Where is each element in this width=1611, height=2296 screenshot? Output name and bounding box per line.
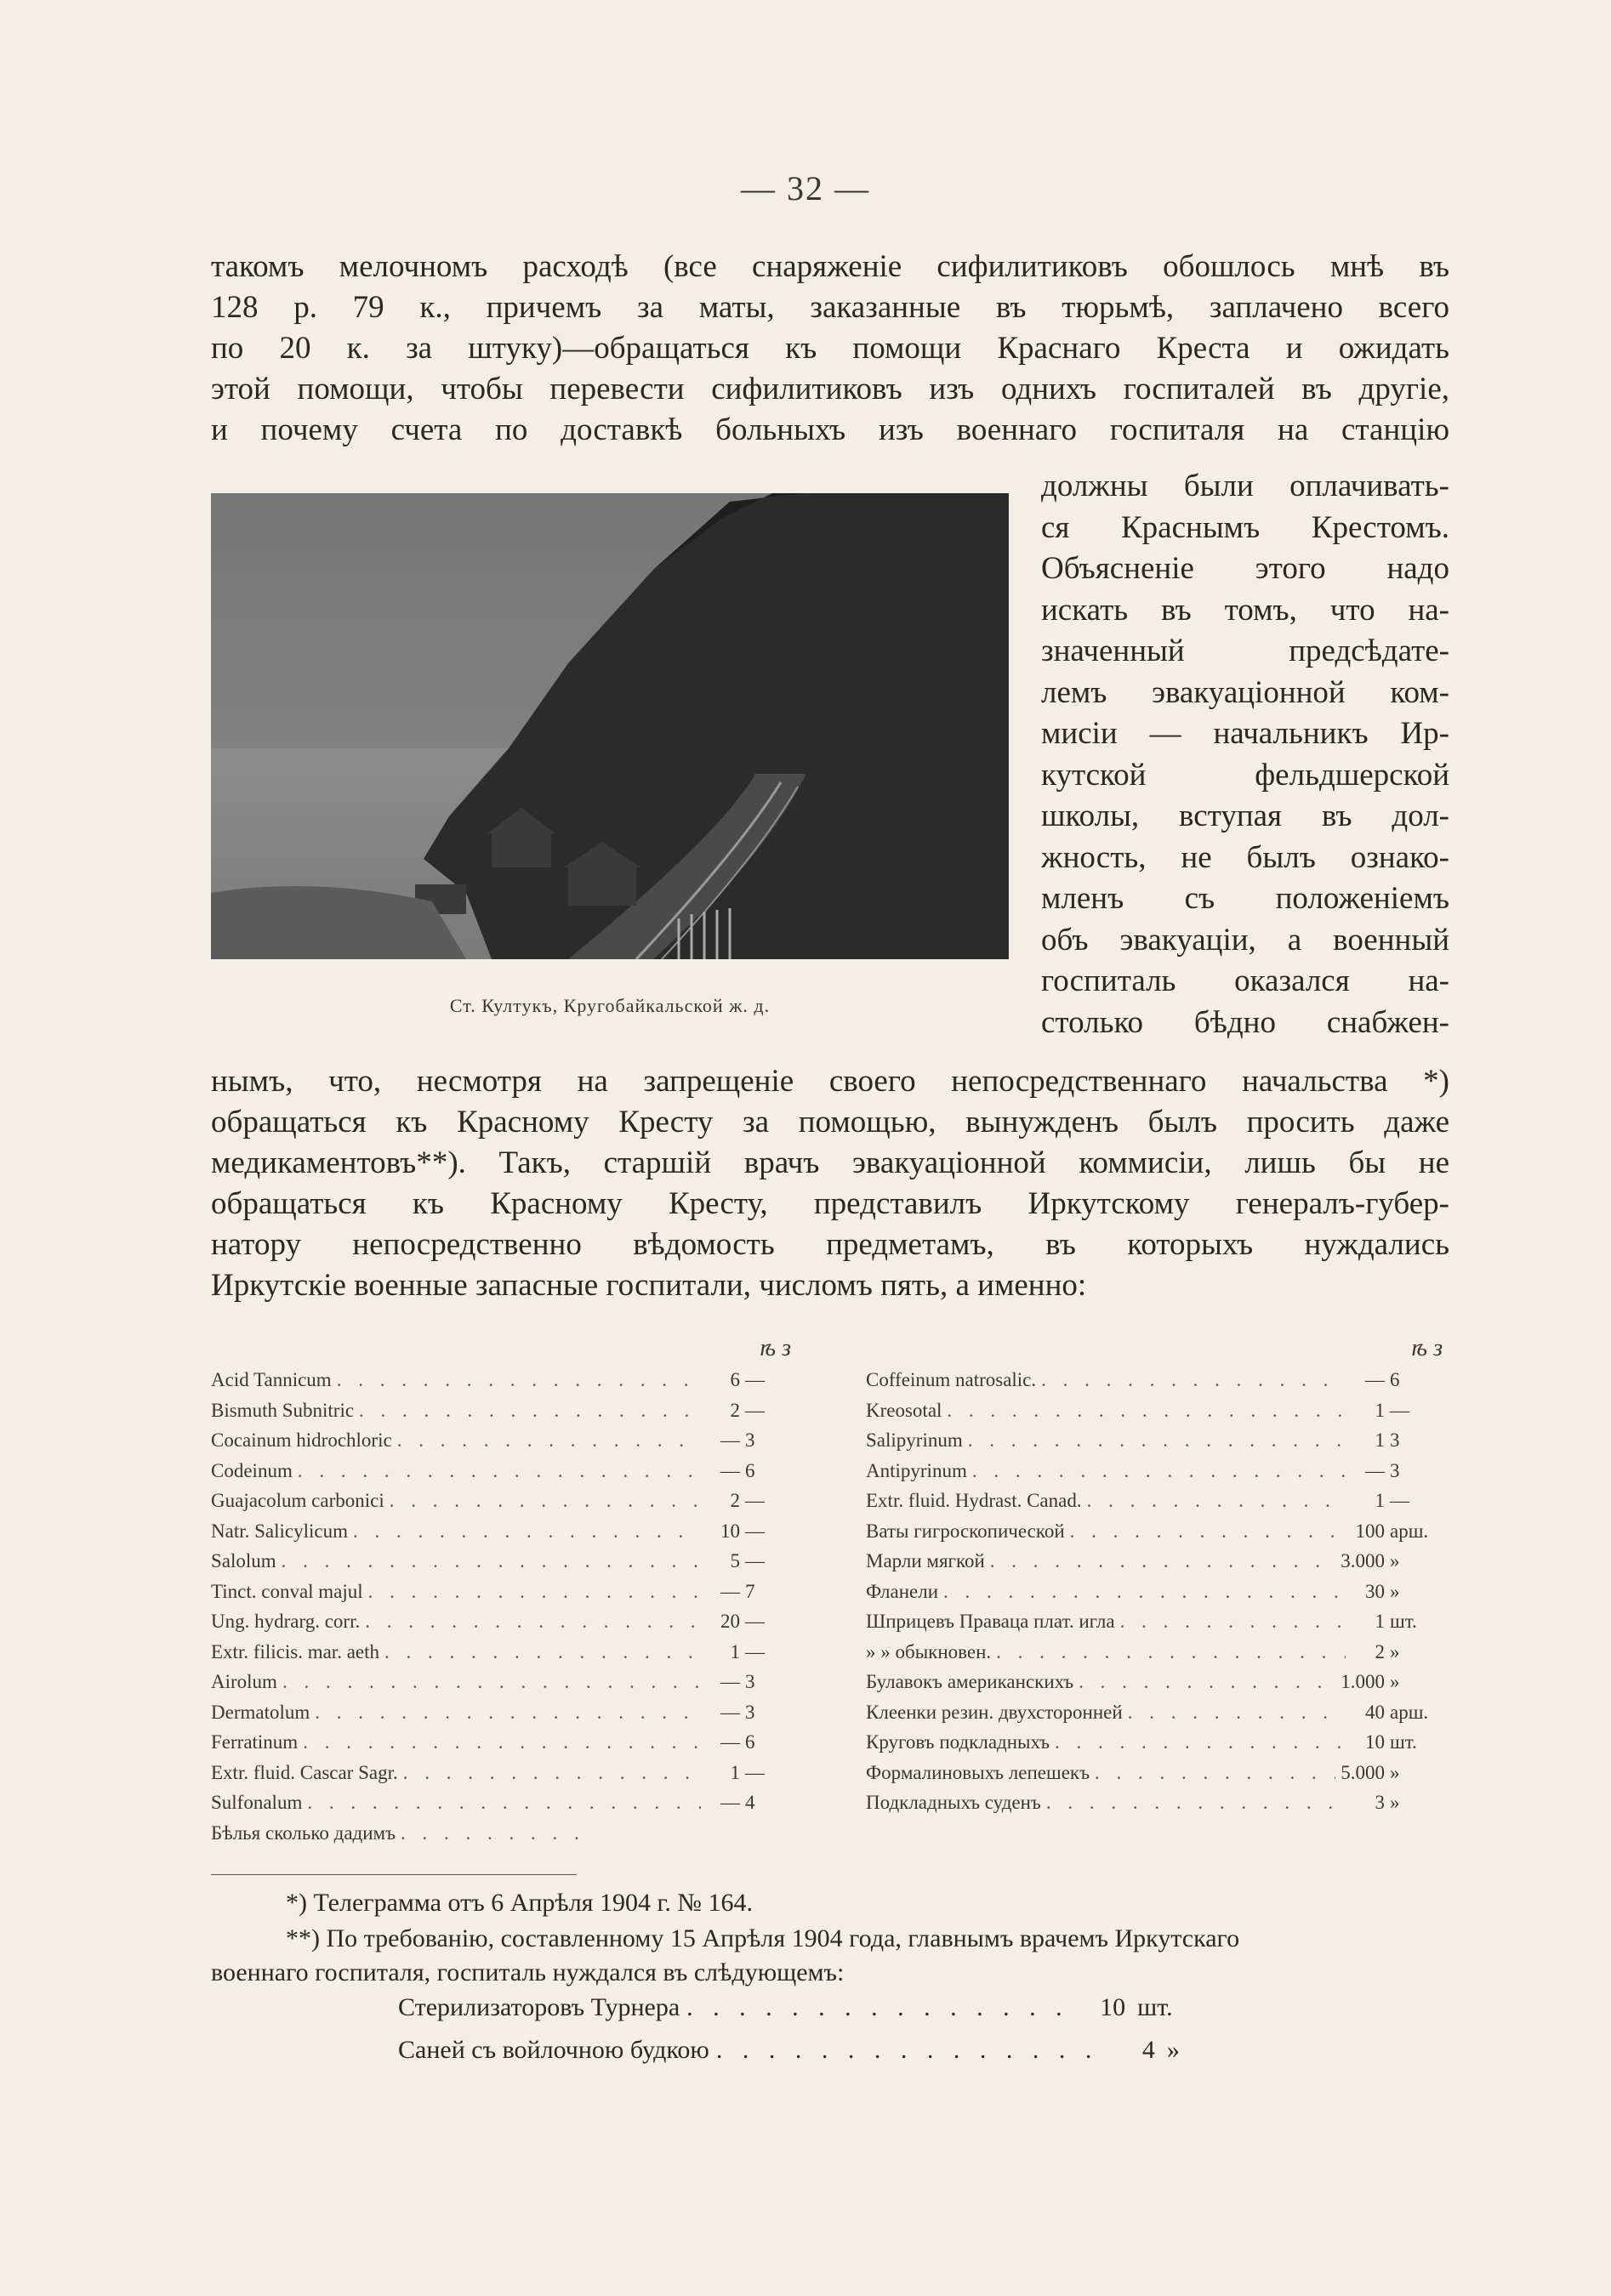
table-row	[211, 1550, 798, 1581]
item-qty: 2	[730, 1490, 740, 1511]
leader-dots	[972, 1460, 1346, 1482]
item-name: Codeinum	[211, 1459, 293, 1481]
text-line: по 20 к. за штуку)—обращаться къ помощи Краснаго Креста и ожидать	[211, 331, 1449, 366]
table-row	[866, 1581, 1449, 1611]
item-unit: арш.	[1390, 1701, 1429, 1723]
item-name: Salolum	[211, 1550, 276, 1571]
leader-dots	[298, 1460, 701, 1482]
item-name: Ferratinum	[211, 1731, 299, 1753]
item-name: Бѣлья сколько дадимъ	[211, 1821, 396, 1844]
text-line: ся Краснымъ Крестомъ.	[1041, 509, 1449, 545]
item-unit: 4	[745, 1792, 755, 1813]
table-row	[866, 1490, 1449, 1520]
table-row	[211, 1641, 798, 1672]
item-unit: »	[1390, 1550, 1400, 1571]
item-qty: 10	[1100, 1993, 1126, 2021]
text-line: школы, вступая въ дол-	[1041, 798, 1449, 833]
item-qty: 2	[1375, 1640, 1385, 1662]
leader-dots	[1079, 1671, 1335, 1693]
item-unit: 6	[745, 1459, 755, 1481]
text-line: мисіи — начальникъ Ир-	[1041, 716, 1449, 751]
text-line: Иркутскіе военные запасные госпитали, числомъ пять, а именно:	[211, 1268, 1087, 1303]
item-qty: 10	[720, 1520, 740, 1542]
photo-caption: Ст. Култукъ, Кругобайкальской ж. д.	[449, 995, 771, 1016]
item-qty: 1	[730, 1640, 740, 1662]
item-qty: —	[1365, 1459, 1385, 1481]
item-unit: —	[745, 1761, 765, 1783]
footnote-2	[211, 1922, 1449, 1990]
leader-dots	[990, 1550, 1335, 1572]
leader-dots	[1120, 1611, 1346, 1633]
item-name: Шприцевъ Праваца плат. игла	[866, 1611, 1115, 1632]
text-line: Объясненіе этого надо	[1041, 551, 1449, 586]
text-line: искать въ томъ, что на-	[1041, 592, 1449, 628]
item-unit: »	[1390, 1761, 1400, 1783]
table-row	[866, 1792, 1449, 1822]
item-name: Ung. hydrarg. corr.	[211, 1611, 361, 1632]
leader-dots	[397, 1429, 701, 1452]
item-qty: 40	[1365, 1701, 1385, 1723]
item-qty: 20	[720, 1611, 740, 1632]
item-unit: шт.	[1390, 1731, 1417, 1753]
table-row	[866, 1702, 1449, 1732]
leader-dots	[403, 1762, 701, 1784]
item-qty: 2	[730, 1399, 740, 1421]
item-name: Guajacolum carbonici	[211, 1490, 384, 1511]
text-line: мленъ съ положеніемъ	[1041, 881, 1449, 916]
text-line: объ эвакуаціи, а военный	[1041, 922, 1449, 958]
table-row	[211, 1731, 798, 1762]
leader-dots	[1128, 1702, 1346, 1724]
item-name: Kreosotal	[866, 1399, 942, 1421]
leader-dots	[384, 1641, 701, 1663]
item-name: Tinct. conval majul	[211, 1580, 363, 1602]
item-unit: —	[745, 1399, 765, 1421]
item-name: Круговъ подкладныхъ	[866, 1731, 1050, 1753]
item-unit: шт.	[1137, 1993, 1173, 2021]
column-header: ѣ з	[760, 1335, 791, 1361]
item-unit: —	[745, 1611, 765, 1632]
table-row	[866, 1400, 1449, 1430]
item-qty: —	[720, 1580, 740, 1602]
item-unit: 6	[1390, 1369, 1400, 1390]
table-row	[211, 1400, 798, 1430]
table-row	[866, 1762, 1449, 1793]
footnote-item	[398, 1993, 1188, 2029]
item-unit: —	[1390, 1490, 1409, 1511]
table-row	[211, 1611, 798, 1641]
footnote-1: *) Телеграмма отъ 6 Апрѣля 1904 г. № 164.	[286, 1889, 754, 1917]
item-unit: »	[1166, 2036, 1180, 2064]
item-qty: 3	[1375, 1792, 1385, 1813]
table-row	[866, 1429, 1449, 1460]
leader-dots	[353, 1520, 701, 1543]
text-line: натору непосредственно вѣдомость предметамъ, въ которыхъ нуждались	[211, 1227, 1449, 1262]
item-name: Формалиновыхъ лепешекъ	[866, 1761, 1090, 1783]
leader-dots	[943, 1581, 1346, 1603]
leader-dots	[307, 1792, 701, 1814]
item-unit: 3	[745, 1701, 755, 1723]
leader-dots	[337, 1369, 701, 1391]
item-unit: —	[745, 1520, 765, 1542]
item-unit: арш.	[1390, 1520, 1429, 1542]
text-line: такомъ мелочномъ расходѣ (все снаряженіе сифилитиковъ обошлось мнѣ въ	[211, 249, 1449, 284]
table-row	[211, 1520, 798, 1551]
item-name: » » обыкновен.	[866, 1640, 992, 1662]
item-qty: 5.000	[1341, 1761, 1385, 1783]
text-line: обращаться къ Красному Кресту за помощью, вынужденъ былъ просить даже	[211, 1105, 1449, 1139]
item-qty: 1.000	[1341, 1671, 1385, 1692]
leader-dots	[996, 1641, 1346, 1663]
supplies-table-right	[866, 1335, 1449, 1822]
item-qty: 4	[1141, 2036, 1155, 2064]
item-name: Фланели	[866, 1580, 939, 1602]
item-qty: —	[720, 1459, 740, 1481]
item-qty: 100	[1355, 1520, 1385, 1542]
item-qty: 1	[730, 1761, 740, 1783]
item-qty: —	[720, 1731, 740, 1753]
leader-dots	[390, 1490, 701, 1512]
item-unit: »	[1390, 1580, 1400, 1602]
leader-dots	[686, 1993, 1061, 2022]
item-unit: —	[745, 1640, 765, 1662]
item-qty: 1	[1375, 1490, 1385, 1511]
item-unit: 3	[1390, 1429, 1400, 1451]
text-line: обращаться къ Красному Кресту, представилъ Иркутскому генералъ-губер-	[211, 1186, 1449, 1221]
item-unit: —	[1390, 1399, 1409, 1421]
item-unit: 6	[745, 1731, 755, 1753]
leader-dots	[1041, 1369, 1346, 1391]
item-name: Airolum	[211, 1671, 277, 1692]
leader-dots	[282, 1550, 701, 1572]
item-name: Стерилизаторовъ Турнера	[398, 1993, 680, 2021]
landscape-photo	[211, 493, 1009, 959]
text-line: 128 р. 79 к., причемъ за маты, заказанные въ тюрьмѣ, заплачено всего	[211, 290, 1449, 325]
leader-dots	[968, 1429, 1346, 1452]
text-line: столько бѣдно снабжен-	[1041, 1004, 1449, 1040]
table-row	[211, 1702, 798, 1732]
item-name: Sulfonalum	[211, 1792, 303, 1813]
item-name: Bismuth Subnitric	[211, 1399, 355, 1421]
item-name: Acid Tannicum	[211, 1369, 332, 1390]
item-unit: »	[1390, 1792, 1400, 1813]
table-row	[211, 1671, 798, 1702]
footnote-rule	[211, 1874, 577, 1875]
item-name: Extr. fluid. Cascar Sagr.	[211, 1761, 398, 1783]
leader-dots	[282, 1671, 701, 1693]
item-name: Cocainum hidrochloric	[211, 1429, 392, 1451]
table-row	[211, 1369, 798, 1400]
text-line: и почему счета по доставкѣ больныхъ изъ военнаго госпиталя на станцію	[211, 412, 1449, 447]
item-name: Coffeinum natrosalic.	[866, 1369, 1037, 1390]
item-unit: 3	[1390, 1459, 1400, 1481]
text-line: жность, не былъ ознако-	[1041, 839, 1449, 875]
item-unit: 3	[745, 1429, 755, 1451]
leader-dots	[1087, 1490, 1346, 1512]
leader-dots	[401, 1822, 596, 1844]
item-unit: 3	[745, 1671, 755, 1692]
item-qty: 1	[1375, 1611, 1385, 1632]
table-row	[211, 1581, 798, 1611]
item-name: Extr. fluid. Hydrast. Canad.	[866, 1490, 1082, 1511]
leader-dots	[368, 1581, 701, 1603]
table-row	[866, 1369, 1449, 1400]
text-line: должны были оплачивать-	[1041, 469, 1449, 503]
photo-image	[211, 493, 1009, 959]
item-qty: —	[720, 1429, 740, 1451]
text-line: кутской фельдшерской	[1041, 757, 1449, 793]
leader-dots	[303, 1731, 701, 1753]
text-line: нымъ, что, несмотря на запрещеніе своего непосредственнаго начальства *)	[211, 1064, 1449, 1099]
table-row	[211, 1460, 798, 1491]
leader-dots	[1070, 1520, 1346, 1543]
item-unit: шт.	[1390, 1611, 1417, 1632]
item-qty: 3.000	[1341, 1550, 1385, 1571]
leader-dots	[365, 1611, 701, 1633]
item-name: Клеенки резин. двухсторонней	[866, 1701, 1123, 1723]
leader-dots	[315, 1702, 701, 1724]
side-paragraph	[1041, 466, 1449, 1043]
bottom-paragraph	[211, 1061, 1449, 1306]
leader-dots	[1095, 1762, 1335, 1784]
leader-dots	[359, 1400, 701, 1422]
item-name: Саней съ войлочною будкою	[398, 2036, 709, 2064]
footnote-item	[398, 2036, 1218, 2072]
item-name: Ваты гигроскопической	[866, 1520, 1065, 1542]
item-qty: 1	[1375, 1399, 1385, 1421]
table-row	[211, 1822, 798, 1853]
item-qty: 1	[1375, 1429, 1385, 1451]
footnote-2-line-2: военнаго госпиталя, госпиталь нуждался въ слѣдующемъ:	[211, 1958, 845, 1986]
item-unit: —	[745, 1369, 765, 1390]
text-line: лемъ эвакуаціонной ком-	[1041, 674, 1449, 710]
leader-dots	[716, 2036, 1090, 2065]
item-qty: —	[1365, 1369, 1385, 1390]
item-qty: 6	[730, 1369, 740, 1390]
item-name: Марли мягкой	[866, 1550, 985, 1571]
table-row	[866, 1671, 1449, 1702]
item-name: Natr. Salicylicum	[211, 1520, 348, 1542]
table-row	[866, 1460, 1449, 1491]
text-line: медикаментовъ**). Такъ, старшій врачъ эвакуаціонной коммисіи, лишь бы не	[211, 1145, 1449, 1180]
footnote-2-line-1: **) По требованію, составленному 15 Апрѣля 1904 года, главнымъ врачемъ Иркутскаго	[286, 1924, 1240, 1952]
table-row	[866, 1611, 1449, 1641]
table-row	[211, 1429, 798, 1460]
table-row	[866, 1520, 1449, 1551]
table-row	[866, 1641, 1449, 1672]
item-qty: 10	[1365, 1731, 1385, 1753]
table-row	[211, 1490, 798, 1520]
top-paragraph	[211, 247, 1449, 451]
item-name: Antipyrinum	[866, 1459, 967, 1481]
item-name: Булавокъ американскихъ	[866, 1671, 1074, 1692]
item-unit: »	[1390, 1671, 1400, 1692]
supplies-table-left	[211, 1335, 798, 1852]
item-unit: 7	[745, 1580, 755, 1602]
page-number: — 32 —	[741, 169, 870, 207]
table-row	[866, 1550, 1449, 1581]
leader-dots	[947, 1400, 1346, 1422]
text-line: этой помощи, чтобы перевести сифилитиковъ изъ однихъ госпиталей въ другіе,	[211, 372, 1449, 406]
item-name: Dermatolum	[211, 1701, 310, 1723]
leader-dots	[1055, 1731, 1346, 1753]
leader-dots	[1046, 1792, 1346, 1814]
item-qty: —	[720, 1701, 740, 1723]
item-unit: —	[745, 1490, 765, 1511]
item-name: Подкладныхъ суденъ	[866, 1792, 1041, 1813]
item-qty: 5	[730, 1550, 740, 1571]
table-row	[211, 1792, 798, 1822]
table-row	[866, 1731, 1449, 1762]
item-qty: —	[720, 1792, 740, 1813]
text-line: госпиталь оказался на-	[1041, 963, 1449, 998]
item-name: Extr. filicis. mar. aeth	[211, 1640, 380, 1662]
table-row	[211, 1762, 798, 1793]
item-unit: —	[745, 1550, 765, 1571]
item-name: Salipyrinum	[866, 1429, 963, 1451]
text-line: значенный предсѣдате-	[1041, 634, 1449, 668]
column-header: ѣ з	[1411, 1335, 1443, 1361]
item-qty: —	[720, 1671, 740, 1692]
item-unit: »	[1390, 1640, 1400, 1662]
item-qty: 30	[1365, 1580, 1385, 1602]
